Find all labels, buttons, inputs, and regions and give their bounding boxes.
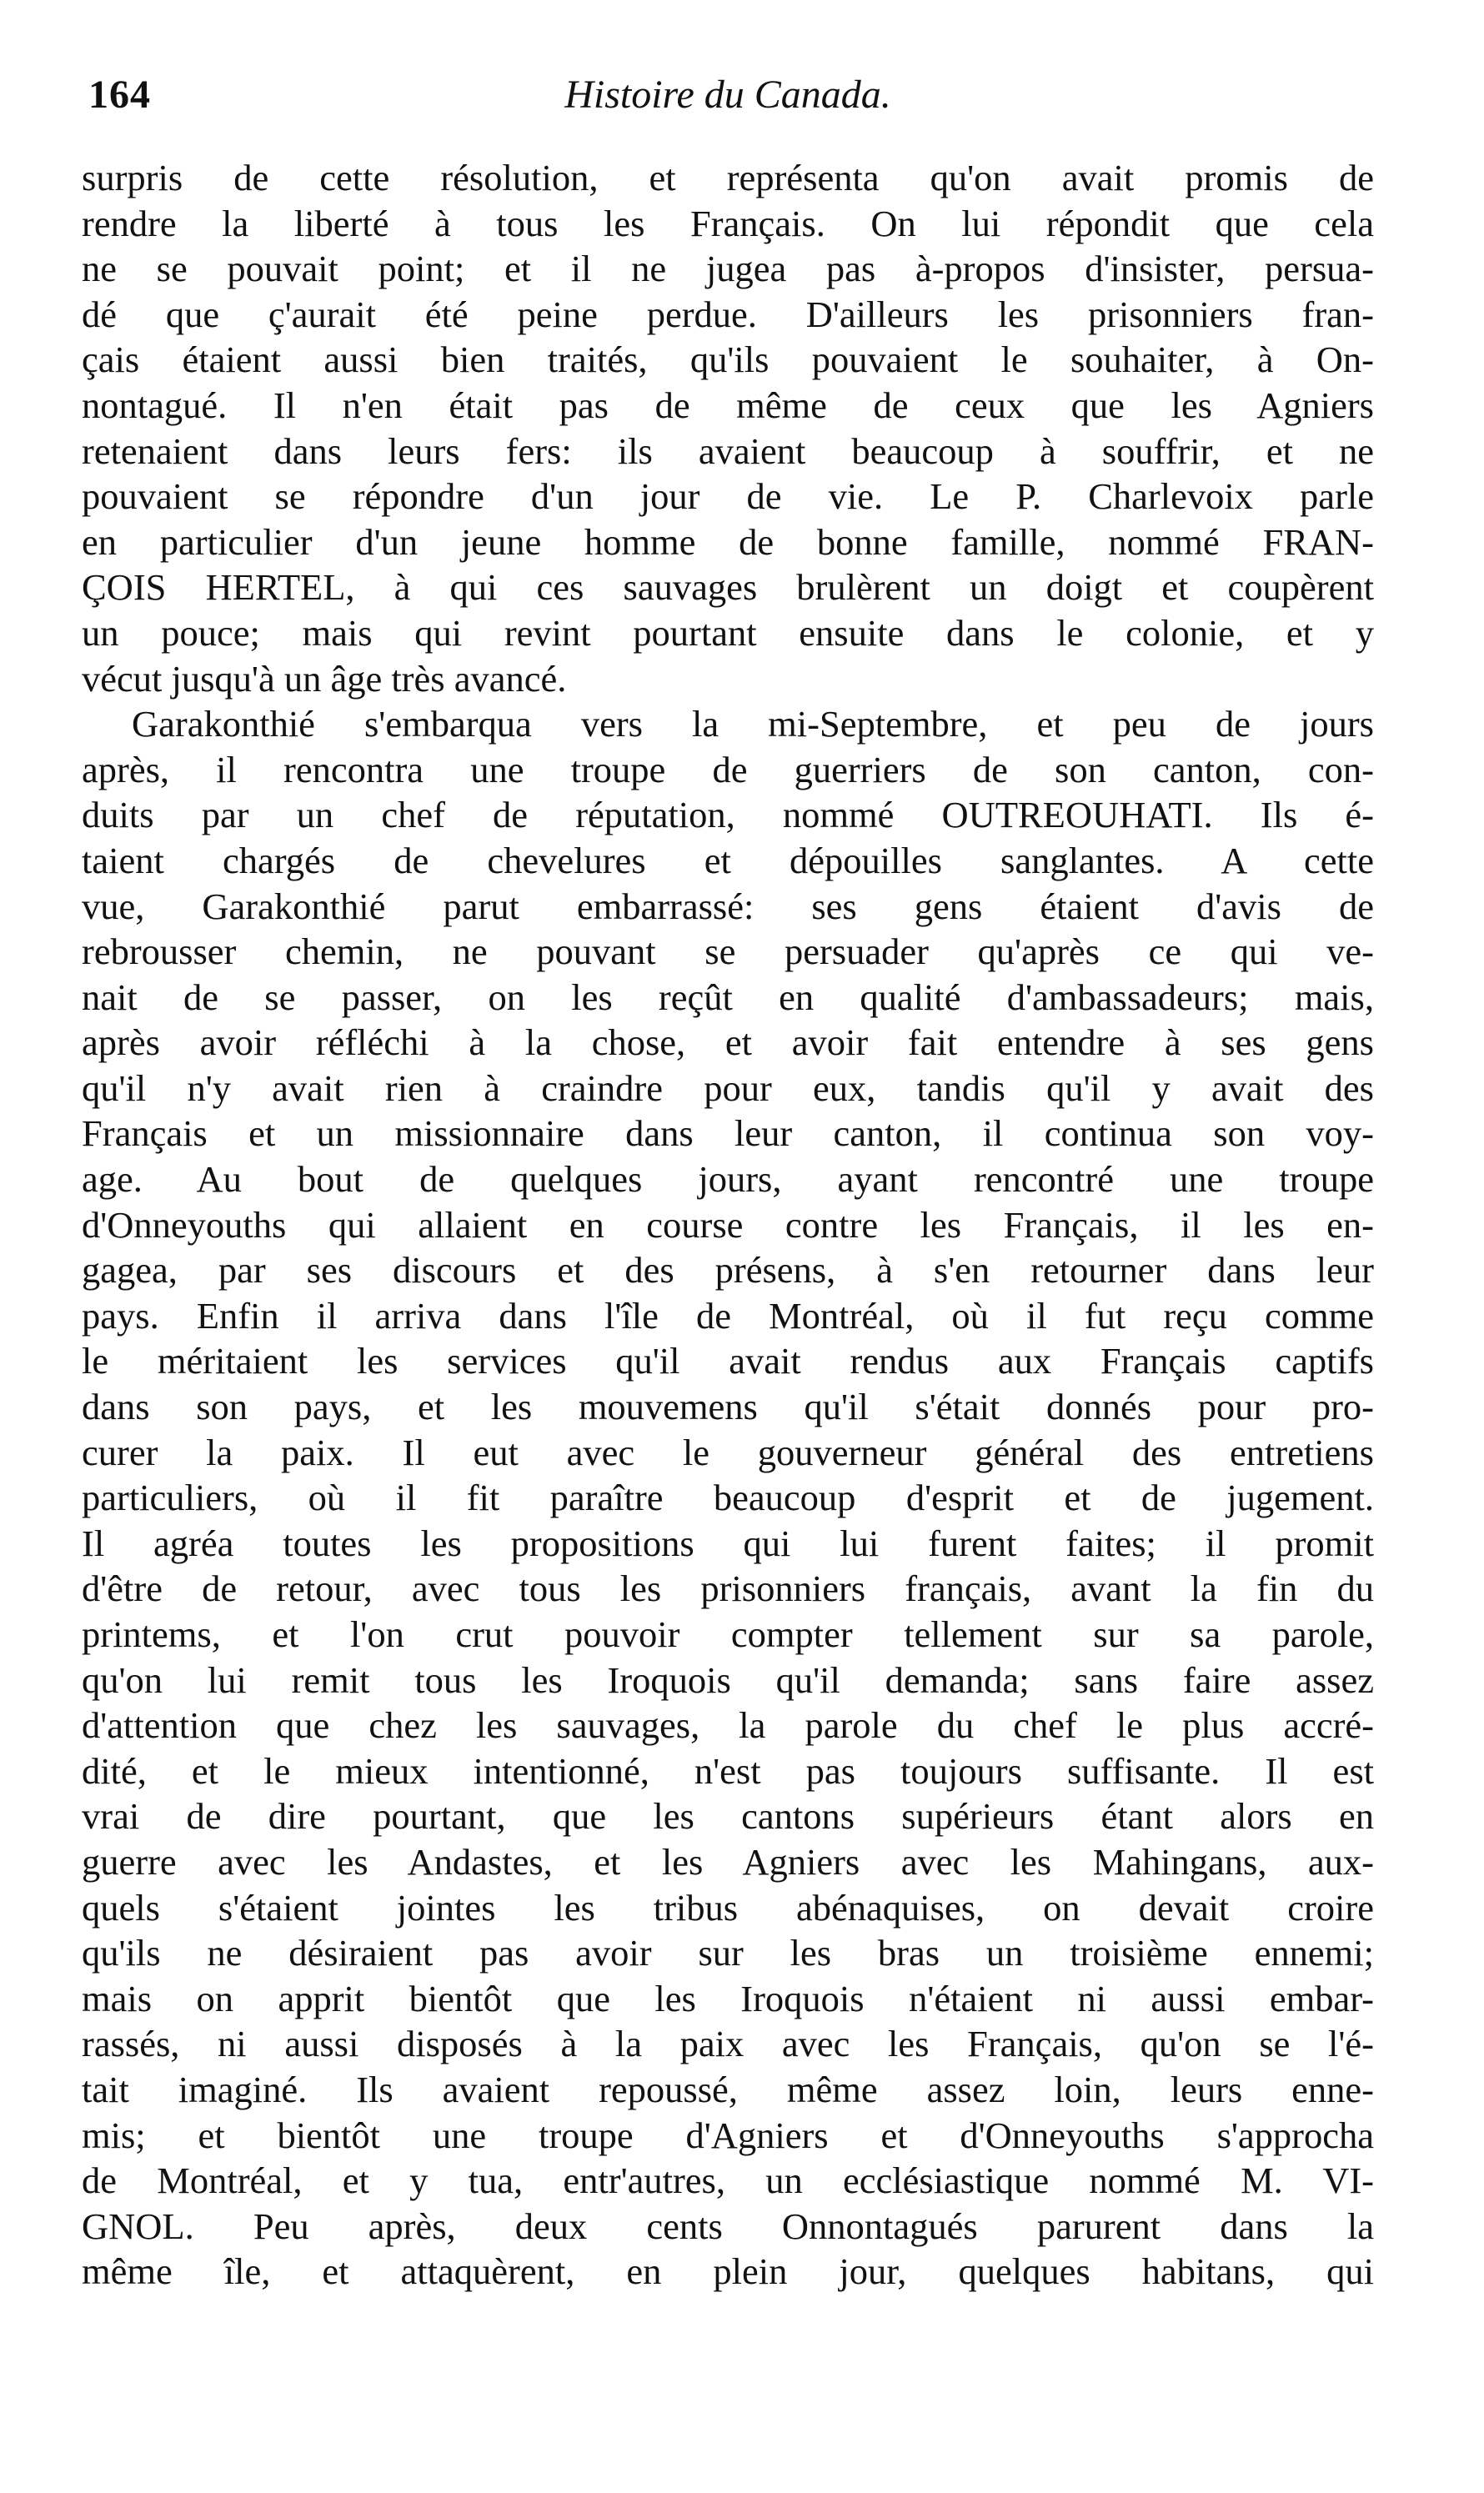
running-title: Histoire du Canada. — [564, 73, 891, 117]
paragraph-first-line: Garakonthié s'embarqua vers la mi-Septembre, et peu de jours — [132, 703, 1374, 745]
text-line: quels s'étaient jointes les tribus abénaquises, on devait croire — [82, 1886, 1374, 1929]
text-line: dans son pays, et les mouvemens qu'il s'était donnés pour pro- — [82, 1386, 1374, 1428]
book-page — [82, 0, 1374, 2493]
text-line: d'être de retour, avec tous les prisonniers français, avant la fin du — [82, 1568, 1374, 1610]
text-line: nait de se passer, on les reçût en qualité d'ambassadeurs; mais, — [82, 976, 1374, 1018]
text-line: rendre la liberté à tous les Français. On lui répondit que cela — [82, 202, 1374, 244]
text-line: taient chargés de chevelures et dépouilles sanglantes. A cette — [82, 839, 1374, 881]
text-line: pouvaient se répondre d'un jour de vie. Le P. Charlevoix parle — [82, 475, 1374, 518]
body-text — [82, 155, 1374, 2295]
text-line: rassés, ni aussi disposés à la paix avec les Français, qu'on se l'é- — [82, 2023, 1374, 2065]
text-line: de Montréal, et y tua, entr'autres, un ecclésiastique nommé M. VI- — [82, 2159, 1374, 2202]
text-line: qu'il n'y avait rien à craindre pour eux, tandis qu'il y avait des — [82, 1066, 1374, 1109]
text-line: Il agréa toutes les propositions qui lui furent faites; il promit — [82, 1522, 1374, 1564]
text-line: dé que ç'aurait été peine perdue. D'ailleurs les prisonniers fran- — [82, 293, 1374, 335]
text-line: gagea, par ses discours et des présens, à s'en retourner dans leur — [82, 1249, 1374, 1292]
text-line: en particulier d'un jeune homme de bonne famille, nommé FRAN- — [82, 520, 1374, 563]
text-line: duits par un chef de réputation, nommé OUTREOUHATI. Ils é- — [82, 794, 1374, 836]
text-line: rebrousser chemin, ne pouvant se persuader qu'après ce qui ve- — [82, 930, 1374, 973]
page-number: 164 — [88, 73, 151, 117]
text-line: printems, et l'on crut pouvoir compter tellement sur sa parole, — [82, 1613, 1374, 1655]
text-line: même île, et attaquèrent, en plein jour, quelques habitans, qui — [82, 2250, 1374, 2293]
text-line: çais étaient aussi bien traités, qu'ils pouvaient le souhaiter, à On- — [82, 339, 1374, 381]
text-line: après avoir réfléchi à la chose, et avoir fait entendre à ses gens — [82, 1021, 1374, 1064]
text-line: qu'ils ne désiraient pas avoir sur les bras un troisième ennemi; — [82, 1932, 1374, 1974]
text-line: vue, Garakonthié parut embarrassé: ses gens étaient d'avis de — [82, 885, 1374, 927]
text-line: mais on apprit bientôt que les Iroquois n'étaient ni aussi embar- — [82, 1977, 1374, 2019]
text-line: d'attention que chez les sauvages, la parole du chef le plus accré- — [82, 1704, 1374, 1747]
text-line: d'Onneyouths qui allaient en course contre les Français, il les en- — [82, 1203, 1374, 1246]
text-line: tait imaginé. Ils avaient repoussé, même assez loin, leurs enne- — [82, 2068, 1374, 2110]
text-line: ne se pouvait point; et il ne jugea pas à-propos d'insister, persua- — [82, 248, 1374, 290]
text-line: GNOL. Peu après, deux cents Onnontagués parurent dans la — [82, 2205, 1374, 2247]
text-line: vrai de dire pourtant, que les cantons supérieurs étant alors en — [82, 1795, 1374, 1838]
text-line: pays. Enfin il arriva dans l'île de Montréal, où il fut reçu comme — [82, 1294, 1374, 1337]
text-line: qu'on lui remit tous les Iroquois qu'il demanda; sans faire assez — [82, 1658, 1374, 1701]
text-line: particuliers, où il fit paraître beaucoup d'esprit et de jugement. — [82, 1477, 1374, 1519]
text-line: un pouce; mais qui revint pourtant ensuite dans le colonie, et y — [82, 611, 1374, 654]
text-line: guerre avec les Andastes, et les Agniers avec les Mahingans, aux- — [82, 1840, 1374, 1883]
text-line: curer la paix. Il eut avec le gouverneur général des entretiens — [82, 1431, 1374, 1473]
running-head — [82, 72, 1374, 130]
text-line: nontagué. Il n'en était pas de même de ceux que les Agniers — [82, 384, 1374, 426]
text-line: Français et un missionnaire dans leur canton, il continua son voy- — [82, 1112, 1374, 1155]
text-line: ÇOIS HERTEL, à qui ces sauvages brulèrent un doigt et coupèrent — [82, 566, 1374, 609]
text-line: age. Au bout de quelques jours, ayant rencontré une troupe — [82, 1158, 1374, 1201]
text-line: dité, et le mieux intentionné, n'est pas toujours suffisante. Il est — [82, 1749, 1374, 1792]
text-line: retenaient dans leurs fers: ils avaient beaucoup à souffrir, et ne — [82, 429, 1374, 472]
paragraph-last-line: vécut jusqu'à un âge très avancé. — [82, 657, 567, 700]
text-line: le méritaient les services qu'il avait rendus aux Français captifs — [82, 1340, 1374, 1382]
text-line: surpris de cette résolution, et représenta qu'on avait promis de — [82, 157, 1374, 198]
text-line: mis; et bientôt une troupe d'Agniers et d'Onneyouths s'approcha — [82, 2114, 1374, 2156]
text-line: après, il rencontra une troupe de guerriers de son canton, con- — [82, 748, 1374, 790]
